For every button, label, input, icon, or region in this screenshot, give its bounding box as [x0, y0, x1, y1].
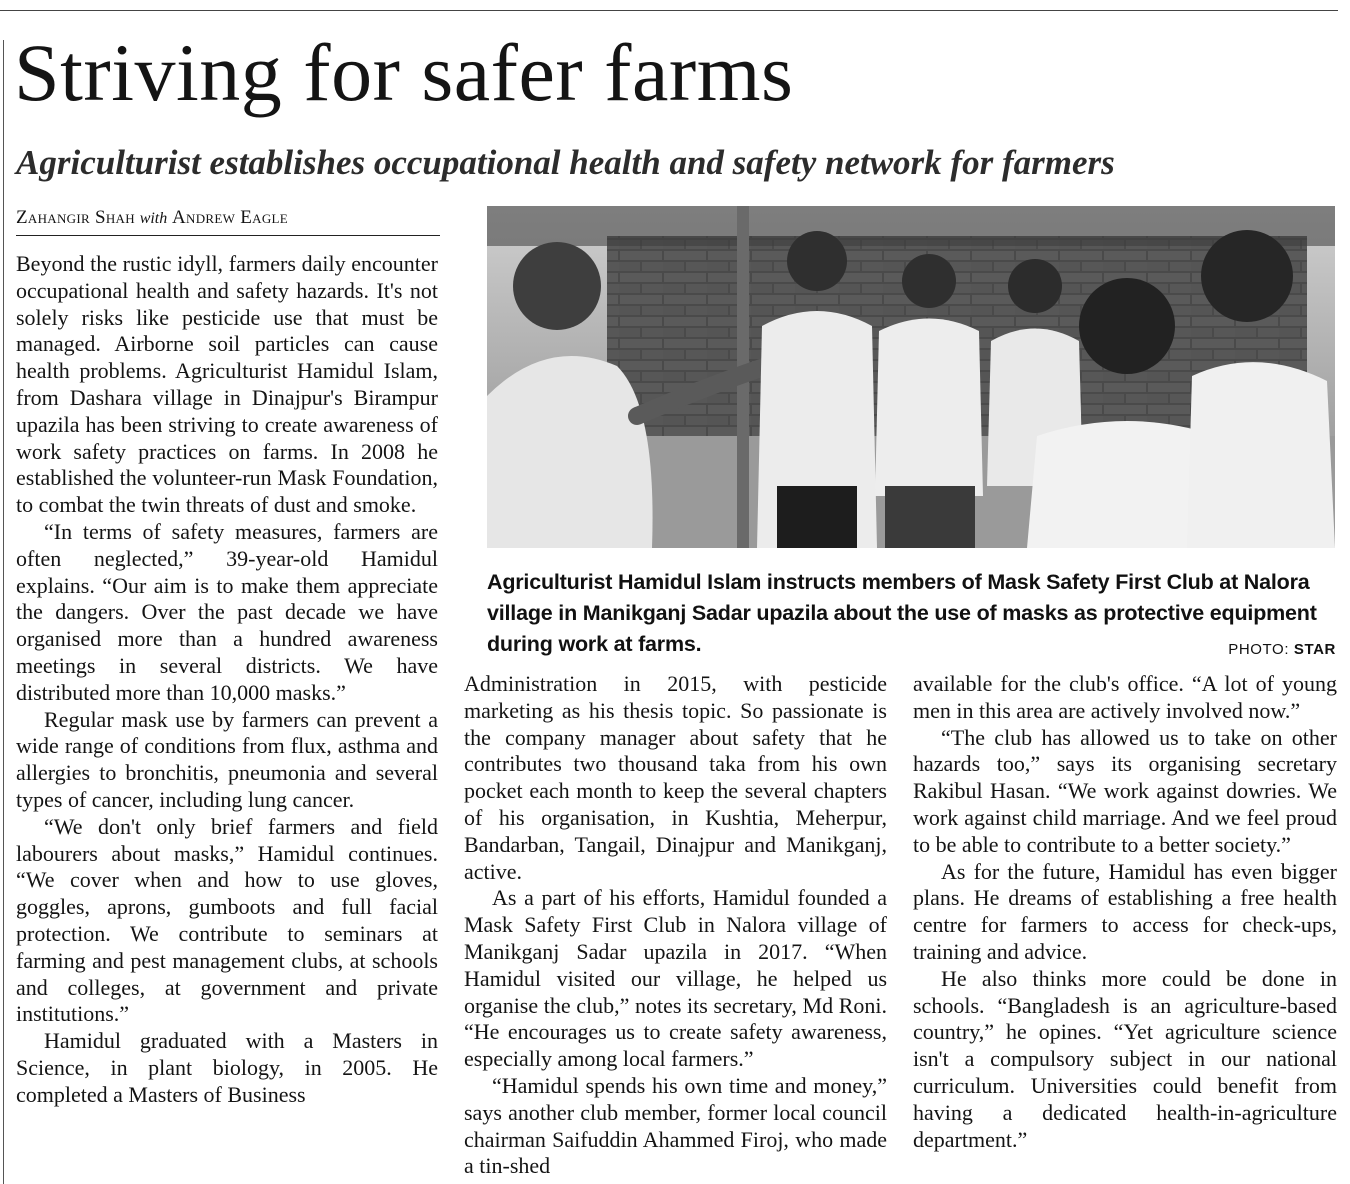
photo-credit-source: STAR [1293, 641, 1336, 658]
paragraph: As for the future, Hamidul has even bigger plans. He dreams of establishing a free health centre for farmers to access for check-ups, training and advice. [913, 858, 1337, 964]
byline [16, 207, 440, 236]
paragraph: “In terms of safety measures, farmers are often neglected,” 39-year-old Hamidul explains. “Our aim is to make them appreciate the dangers. Over the past decade we have organised more than a hundred awareness meetings in several districts. We have distributed more than 10,000 masks.” [16, 518, 438, 705]
paragraph: As a part of his efforts, Hamidul founded a Mask Safety First Club in Nalora village of Manikganj Sadar upazila in 2017. “When Hamidul visited our village, he helped us organise the club,” notes its secretary, Md Roni. “He encourages us to create safety awareness, especially among local farmers.” [464, 885, 887, 1072]
byline-author: Zahangir Shah [16, 207, 135, 228]
paragraph: Regular mask use by farmers can prevent a wide range of conditions from flux, asthma and allergies to bronchitis, pneumonia and several types of cancer, including lung cancer. [16, 706, 438, 812]
news-photo [487, 206, 1335, 548]
photo-illustration [487, 206, 1335, 548]
paragraph: He also thinks more could be done in schools. “Bangladesh is an agriculture-based country,” he opines. “Yet agriculture science isn't a compulsory subject in our national curriculum. Universities could benefit from having a dedicated health-in-agriculture department.” [913, 965, 1337, 1152]
article-column-3 [913, 671, 1337, 1184]
paragraph: “We don't only brief farmers and field labourers about masks,” Hamidul continues. “We cover when and how to use gloves, goggles, aprons, gumboots and full facial protection. We contribute to seminars at farming and pest management clubs, at schools and colleges, at government and private institutions.” [16, 813, 438, 1027]
left-margin-rule [3, 40, 4, 1184]
photo-caption: Agriculturist Hamidul Islam instructs members of Mask Safety First Club at Nalora village in Manikganj Sadar upazila about the use of masks as protective equipment during work at farms. [487, 570, 1317, 656]
byline-with: with [139, 210, 168, 227]
subheadline: Agriculturist establishes occupational health and safety network for farmers [16, 143, 1115, 182]
article-column-1 [16, 251, 438, 1184]
paragraph: “Hamidul spends his own time and money,” says another club member, former local council chairman Saifuddin Ahammed Firoj, who made a tin-shed [464, 1072, 887, 1179]
photo-credit [1228, 641, 1336, 658]
top-rule [0, 10, 1338, 11]
paragraph: available for the club's office. “A lot of young men in this area are actively involved now.” [913, 671, 1337, 723]
paragraph: Hamidul graduated with a Masters in Science, in plant biology, in 2005. He completed a Masters of Business [16, 1028, 438, 1107]
headline: Striving for safer farms [14, 27, 794, 118]
byline-coauthor: Andrew Eagle [172, 207, 288, 228]
paragraph: “The club has allowed us to take on other hazards too,” says its organising secretary Rakibul Hasan. “We work against dowries. We work against child marriage. And we feel proud to be able to contribute to a better society.” [913, 724, 1337, 857]
article-column-2 [464, 671, 887, 1184]
paragraph: Administration in 2015, with pesticide marketing as his thesis topic. So passionate is the company manager about safety that he contributes two thousand taka from his own pocket each month to keep the several chapters of his organisation, in Kushtia, Meherpur, Bandarban, Tangail, Dinajpur and Manikganj, active. [464, 671, 887, 884]
paragraph: Beyond the rustic idyll, farmers daily encounter occupational health and safety hazards. It's not solely risks like pesticide use that must be managed. Airborne soil particles can cause health problems. Agriculturist Hamidul Islam, from Dashara village in Dinajpur's Birampur upazila has been striving to create awareness of work safety practices on farms. In 2008 he established the volunteer-run Mask Foundation, to combat the twin threats of dust and smoke. [16, 251, 438, 518]
photo-credit-label: PHOTO: [1228, 641, 1290, 658]
